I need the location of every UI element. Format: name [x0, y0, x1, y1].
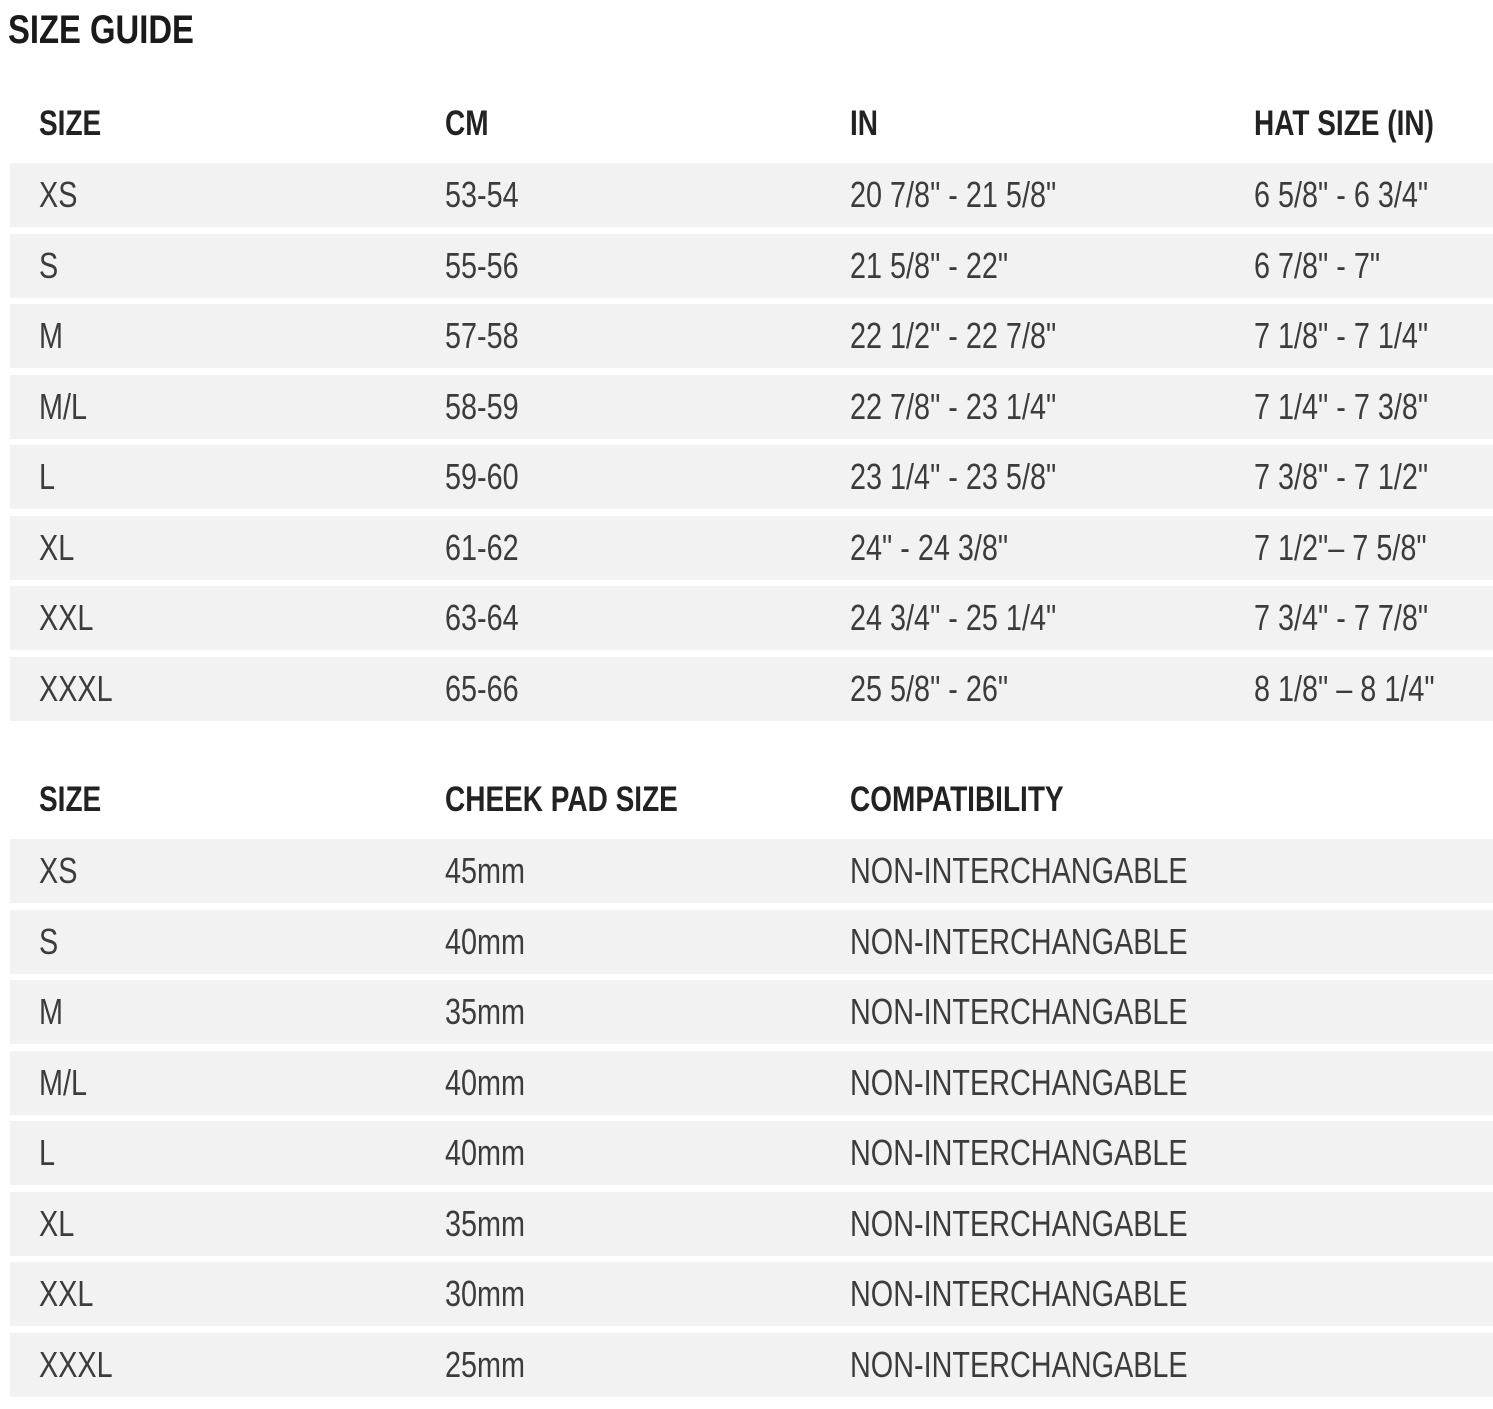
hat-size-cell: 7 1/4" - 7 3/8" [1254, 385, 1429, 427]
cheek-pad-cell: 45mm [445, 850, 526, 891]
header-size: SIZE [39, 780, 102, 819]
size-cell: XL [39, 1202, 75, 1244]
in-cell: 22 1/2" - 22 7/8" [850, 315, 1057, 356]
table-row [10, 657, 1493, 721]
size-cell: S [39, 244, 59, 286]
in-cell: 23 1/4" - 23 5/8" [850, 456, 1057, 497]
header-in: IN [850, 104, 878, 143]
in-cell: 20 7/8" - 21 5/8" [850, 174, 1057, 215]
table-row [10, 1262, 1493, 1326]
size-table [10, 92, 1493, 727]
hat-size-cell: 7 3/8" - 7 1/2" [1254, 456, 1429, 497]
cheek-pad-table [10, 768, 1493, 1403]
compatibility-cell: NON-INTERCHANGABLE [850, 1343, 1188, 1385]
size-cell: L [39, 1132, 56, 1173]
table-row [10, 516, 1493, 580]
compatibility-cell: NON-INTERCHANGABLE [850, 920, 1188, 962]
cheek-pad-cell: 30mm [445, 1273, 526, 1314]
table-row [10, 163, 1493, 227]
cheek-pad-cell: 40mm [445, 920, 526, 962]
in-cell: 22 7/8" - 23 1/4" [850, 385, 1057, 427]
in-cell: 24 3/4" - 25 1/4" [850, 597, 1057, 638]
hat-size-cell: 7 3/4" - 7 7/8" [1254, 597, 1429, 638]
compatibility-cell: NON-INTERCHANGABLE [850, 991, 1188, 1032]
size-cell: M/L [39, 1061, 88, 1103]
size-cell: M [39, 315, 63, 356]
header-cheek-pad-size: CHEEK PAD SIZE [445, 780, 678, 819]
table-row [10, 980, 1493, 1044]
cm-cell: 59-60 [445, 456, 519, 497]
in-cell: 24" - 24 3/8" [850, 526, 1009, 568]
header-cm: CM [445, 104, 489, 143]
cheek-pad-cell: 40mm [445, 1132, 526, 1173]
compatibility-cell: NON-INTERCHANGABLE [850, 1273, 1188, 1314]
compatibility-cell: NON-INTERCHANGABLE [850, 1061, 1188, 1103]
cm-cell: 58-59 [445, 385, 519, 427]
table-row [10, 839, 1493, 903]
cheek-pad-cell: 35mm [445, 991, 526, 1032]
hat-size-cell: 6 7/8" - 7" [1254, 244, 1381, 286]
header-hat-size: HAT SIZE (IN) [1254, 104, 1434, 143]
cm-cell: 55-56 [445, 244, 519, 286]
table-header-row [10, 768, 1493, 832]
size-cell: M [39, 991, 63, 1032]
cm-cell: 53-54 [445, 174, 519, 215]
size-cell: XXL [39, 1273, 94, 1314]
in-cell: 25 5/8" - 26" [850, 667, 1009, 709]
cm-cell: 63-64 [445, 597, 519, 638]
hat-size-cell: 6 5/8" - 6 3/4" [1254, 174, 1429, 215]
compatibility-cell: NON-INTERCHANGABLE [850, 1132, 1188, 1173]
table-row [10, 910, 1493, 974]
size-cell: S [39, 920, 59, 962]
hat-size-cell: 7 1/2"– 7 5/8" [1254, 526, 1427, 568]
size-cell: M/L [39, 385, 88, 427]
table-row [10, 1051, 1493, 1115]
cm-cell: 61-62 [445, 526, 519, 568]
size-cell: XL [39, 526, 75, 568]
size-cell: XXXL [39, 1343, 113, 1385]
size-cell: XS [39, 850, 78, 891]
cheek-pad-cell: 40mm [445, 1061, 526, 1103]
table-row [10, 1333, 1493, 1397]
size-cell: L [39, 456, 56, 497]
header-size: SIZE [39, 104, 102, 143]
compatibility-cell: NON-INTERCHANGABLE [850, 1202, 1188, 1244]
table-row [10, 1121, 1493, 1185]
table-row [10, 375, 1493, 439]
table-row [10, 304, 1493, 368]
in-cell: 21 5/8" - 22" [850, 244, 1009, 286]
cheek-pad-cell: 25mm [445, 1343, 526, 1385]
cm-cell: 65-66 [445, 667, 519, 709]
hat-size-cell: 7 1/8" - 7 1/4" [1254, 315, 1429, 356]
hat-size-cell: 8 1/8" – 8 1/4" [1254, 667, 1435, 709]
cm-cell: 57-58 [445, 315, 519, 356]
header-compatibility: COMPATIBILITY [850, 780, 1064, 819]
table-row [10, 234, 1493, 298]
table-row [10, 445, 1493, 509]
page-title: SIZE GUIDE [8, 8, 194, 52]
compatibility-cell: NON-INTERCHANGABLE [850, 850, 1188, 891]
table-header-row [10, 92, 1493, 156]
table-row [10, 1192, 1493, 1256]
size-cell: XXL [39, 597, 94, 638]
table-row [10, 586, 1493, 650]
size-cell: XXXL [39, 667, 113, 709]
size-cell: XS [39, 174, 78, 215]
cheek-pad-cell: 35mm [445, 1202, 526, 1244]
